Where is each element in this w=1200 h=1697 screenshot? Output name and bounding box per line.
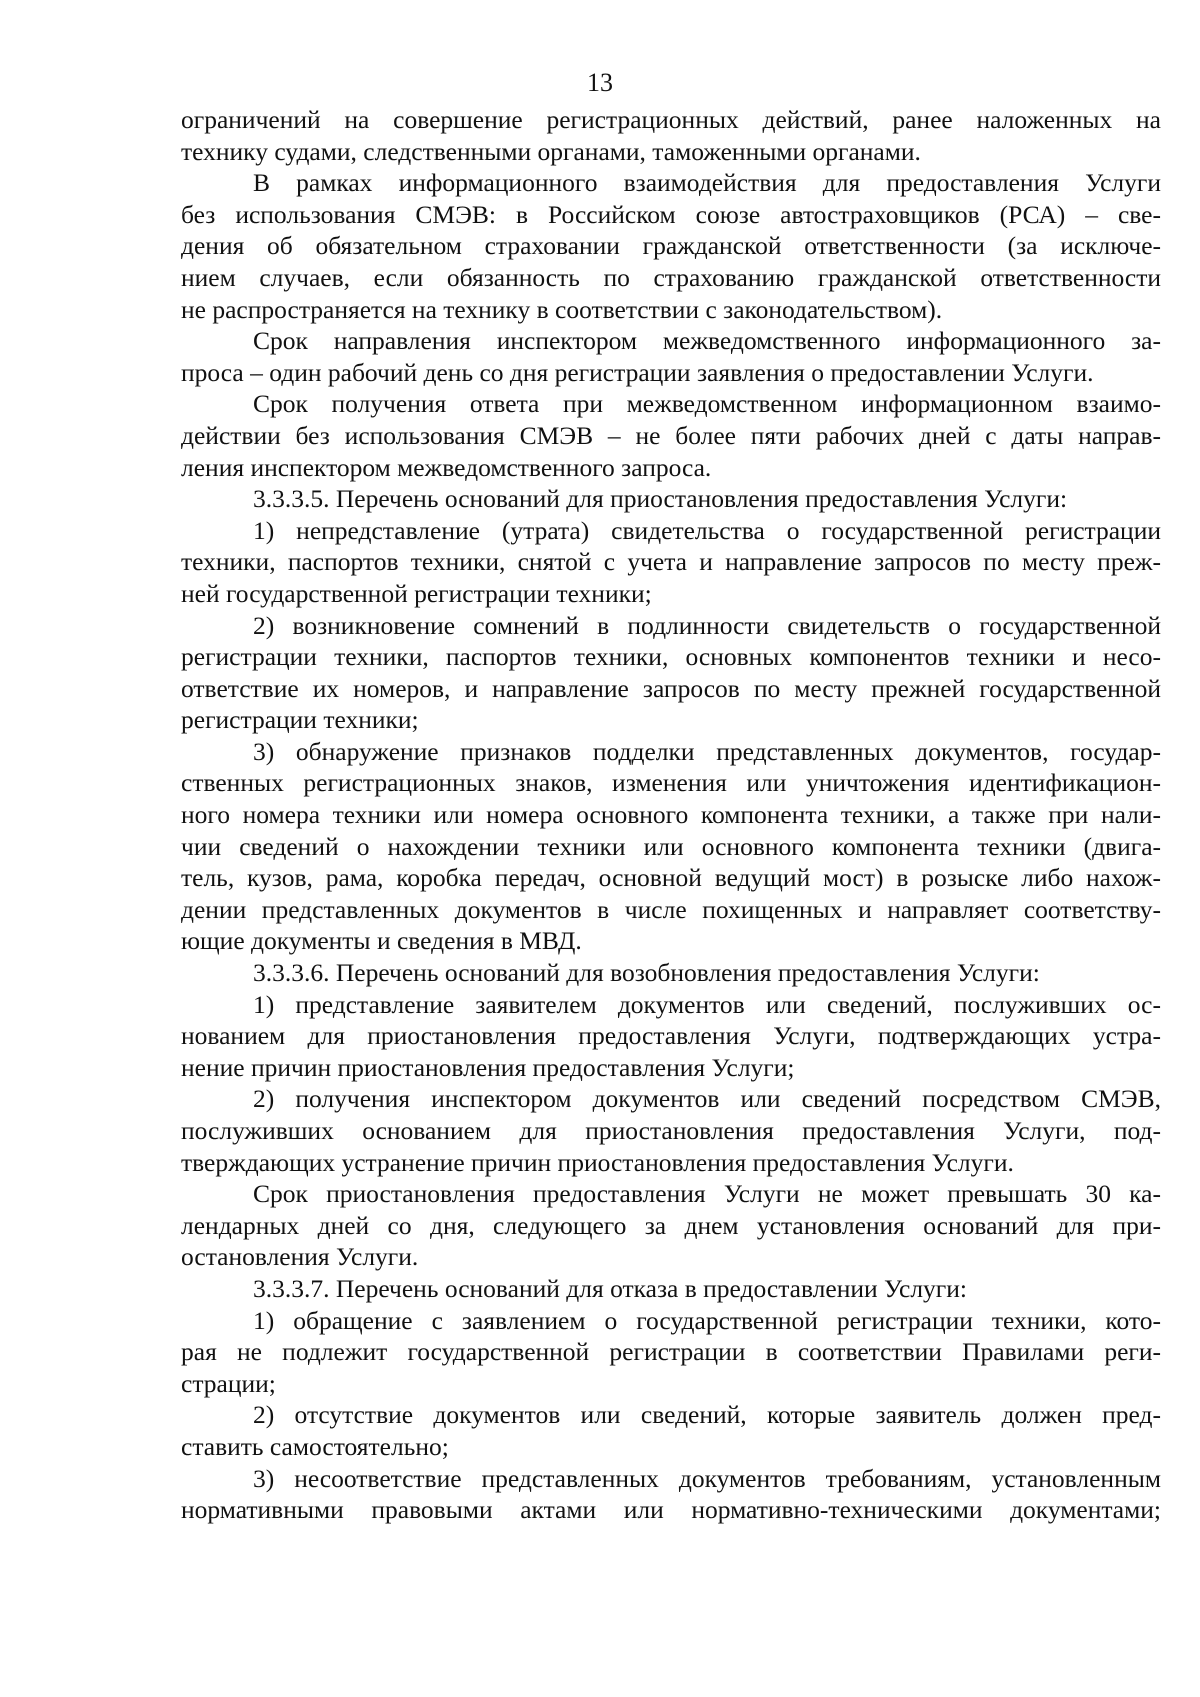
text-line: нение причин приостановления предоставления Услуги; (181, 1052, 795, 1082)
text-line: технику судами, следственными органами, таможенными органами. (181, 136, 921, 166)
text-line: 2) получения инспектором документов или сведений посредством СМЭВ, (253, 1084, 1161, 1114)
text-line: дения об обязательном страховании гражданской ответственности (за исключе- (181, 231, 1161, 261)
text-line: лендарных дней со дня, следующего за днем установления оснований для при- (181, 1210, 1161, 1240)
text-line: 3.3.3.5. Перечень оснований для приостановления предоставления Услуги: (253, 484, 1068, 514)
text-line: Срок получения ответа при межведомственном информационном взаимо- (253, 389, 1161, 419)
text-line: регистрации техники, паспортов техники, основных компонентов техники и несо- (181, 642, 1161, 672)
text-line: 3.3.3.7. Перечень оснований для отказа в предоставлении Услуги: (253, 1273, 967, 1303)
text-line: рая не подлежит государственной регистрации в соответствии Правилами реги- (181, 1337, 1161, 1367)
text-line: Срок приостановления предоставления Услуги не может превышать 30 ка- (253, 1179, 1161, 1209)
text-line: действии без использования СМЭВ – не более пяти рабочих дней с даты направ- (181, 420, 1161, 450)
text-line: 2) отсутствие документов или сведений, которые заявитель должен пред- (253, 1400, 1161, 1430)
text-line: чии сведений о нахождении техники или основного компонента техники (двига- (181, 831, 1161, 861)
text-line: Срок направления инспектором межведомственного информационного за- (253, 326, 1161, 356)
text-line: без использования СМЭВ: в Российском союзе автостраховщиков (РСА) – све- (181, 199, 1161, 229)
text-line: страции; (181, 1368, 276, 1398)
text-line: ющие документы и сведения в МВД. (181, 926, 582, 956)
text-line: 1) обращение с заявлением о государственной регистрации техники, кото- (253, 1305, 1161, 1335)
text-line: 3) несоответствие представленных документов требованиям, установленным (253, 1463, 1161, 1493)
text-line: ственных регистрационных знаков, изменения или уничтожения идентификацион- (181, 768, 1161, 798)
text-line: 1) представление заявителем документов или сведений, послуживших ос- (253, 989, 1161, 1019)
text-line: 1) непредставление (утрата) свидетельства о государственной регистрации (253, 515, 1161, 545)
text-line: ления инспектором межведомственного запроса. (181, 452, 712, 482)
text-line: 2) возникновение сомнений в подлинности свидетельств о государственной (253, 610, 1161, 640)
text-line: тверждающих устранение причин приостановления предоставления Услуги. (181, 1147, 1014, 1177)
text-line: В рамках информационного взаимодействия для предоставления Услуги (253, 168, 1161, 198)
text-line: послуживших основанием для приостановления предоставления Услуги, под- (181, 1116, 1161, 1145)
page-number: 13 (587, 68, 613, 97)
text-line: техники, паспортов техники, снятой с учета и направление запросов по месту преж- (181, 547, 1161, 577)
text-line: дении представленных документов в числе похищенных и направляет соответству- (181, 894, 1161, 924)
text-line: ней государственной регистрации техники; (181, 578, 652, 608)
text-line: не распространяется на технику в соответствии с законодательством). (181, 294, 943, 324)
text-line: 3) обнаружение признаков подделки представленных документов, государ- (253, 736, 1161, 766)
text-line: проса – один рабочий день со дня регистрации заявления о предоставлении Услуги. (181, 357, 1094, 387)
text-line: регистрации техники; (181, 705, 419, 735)
document-text (181, 104, 1161, 1526)
text-line: ставить самостоятельно; (181, 1431, 449, 1461)
text-line: нованием для приостановления предоставления Услуги, подтверждающих устра- (181, 1021, 1161, 1051)
text-line: ограничений на совершение регистрационных действий, ранее наложенных на (181, 105, 1161, 134)
text-line: нормативными правовыми актами или нормативно-техническими документами; (181, 1495, 1161, 1525)
text-line: нием случаев, если обязанность по страхованию гражданской ответственности (181, 262, 1161, 292)
text-line: 3.3.3.6. Перечень оснований для возобновления предоставления Услуги: (253, 958, 1040, 988)
text-line: ответствие их номеров, и направление запросов по месту прежней государственной (181, 673, 1161, 703)
text-line: ного номера техники или номера основного компонента техники, а также при нали- (181, 800, 1161, 830)
text-line: тель, кузов, рама, коробка передач, основной ведущий мост) в розыске либо нахож- (181, 863, 1161, 893)
text-line: остановления Услуги. (181, 1242, 419, 1272)
